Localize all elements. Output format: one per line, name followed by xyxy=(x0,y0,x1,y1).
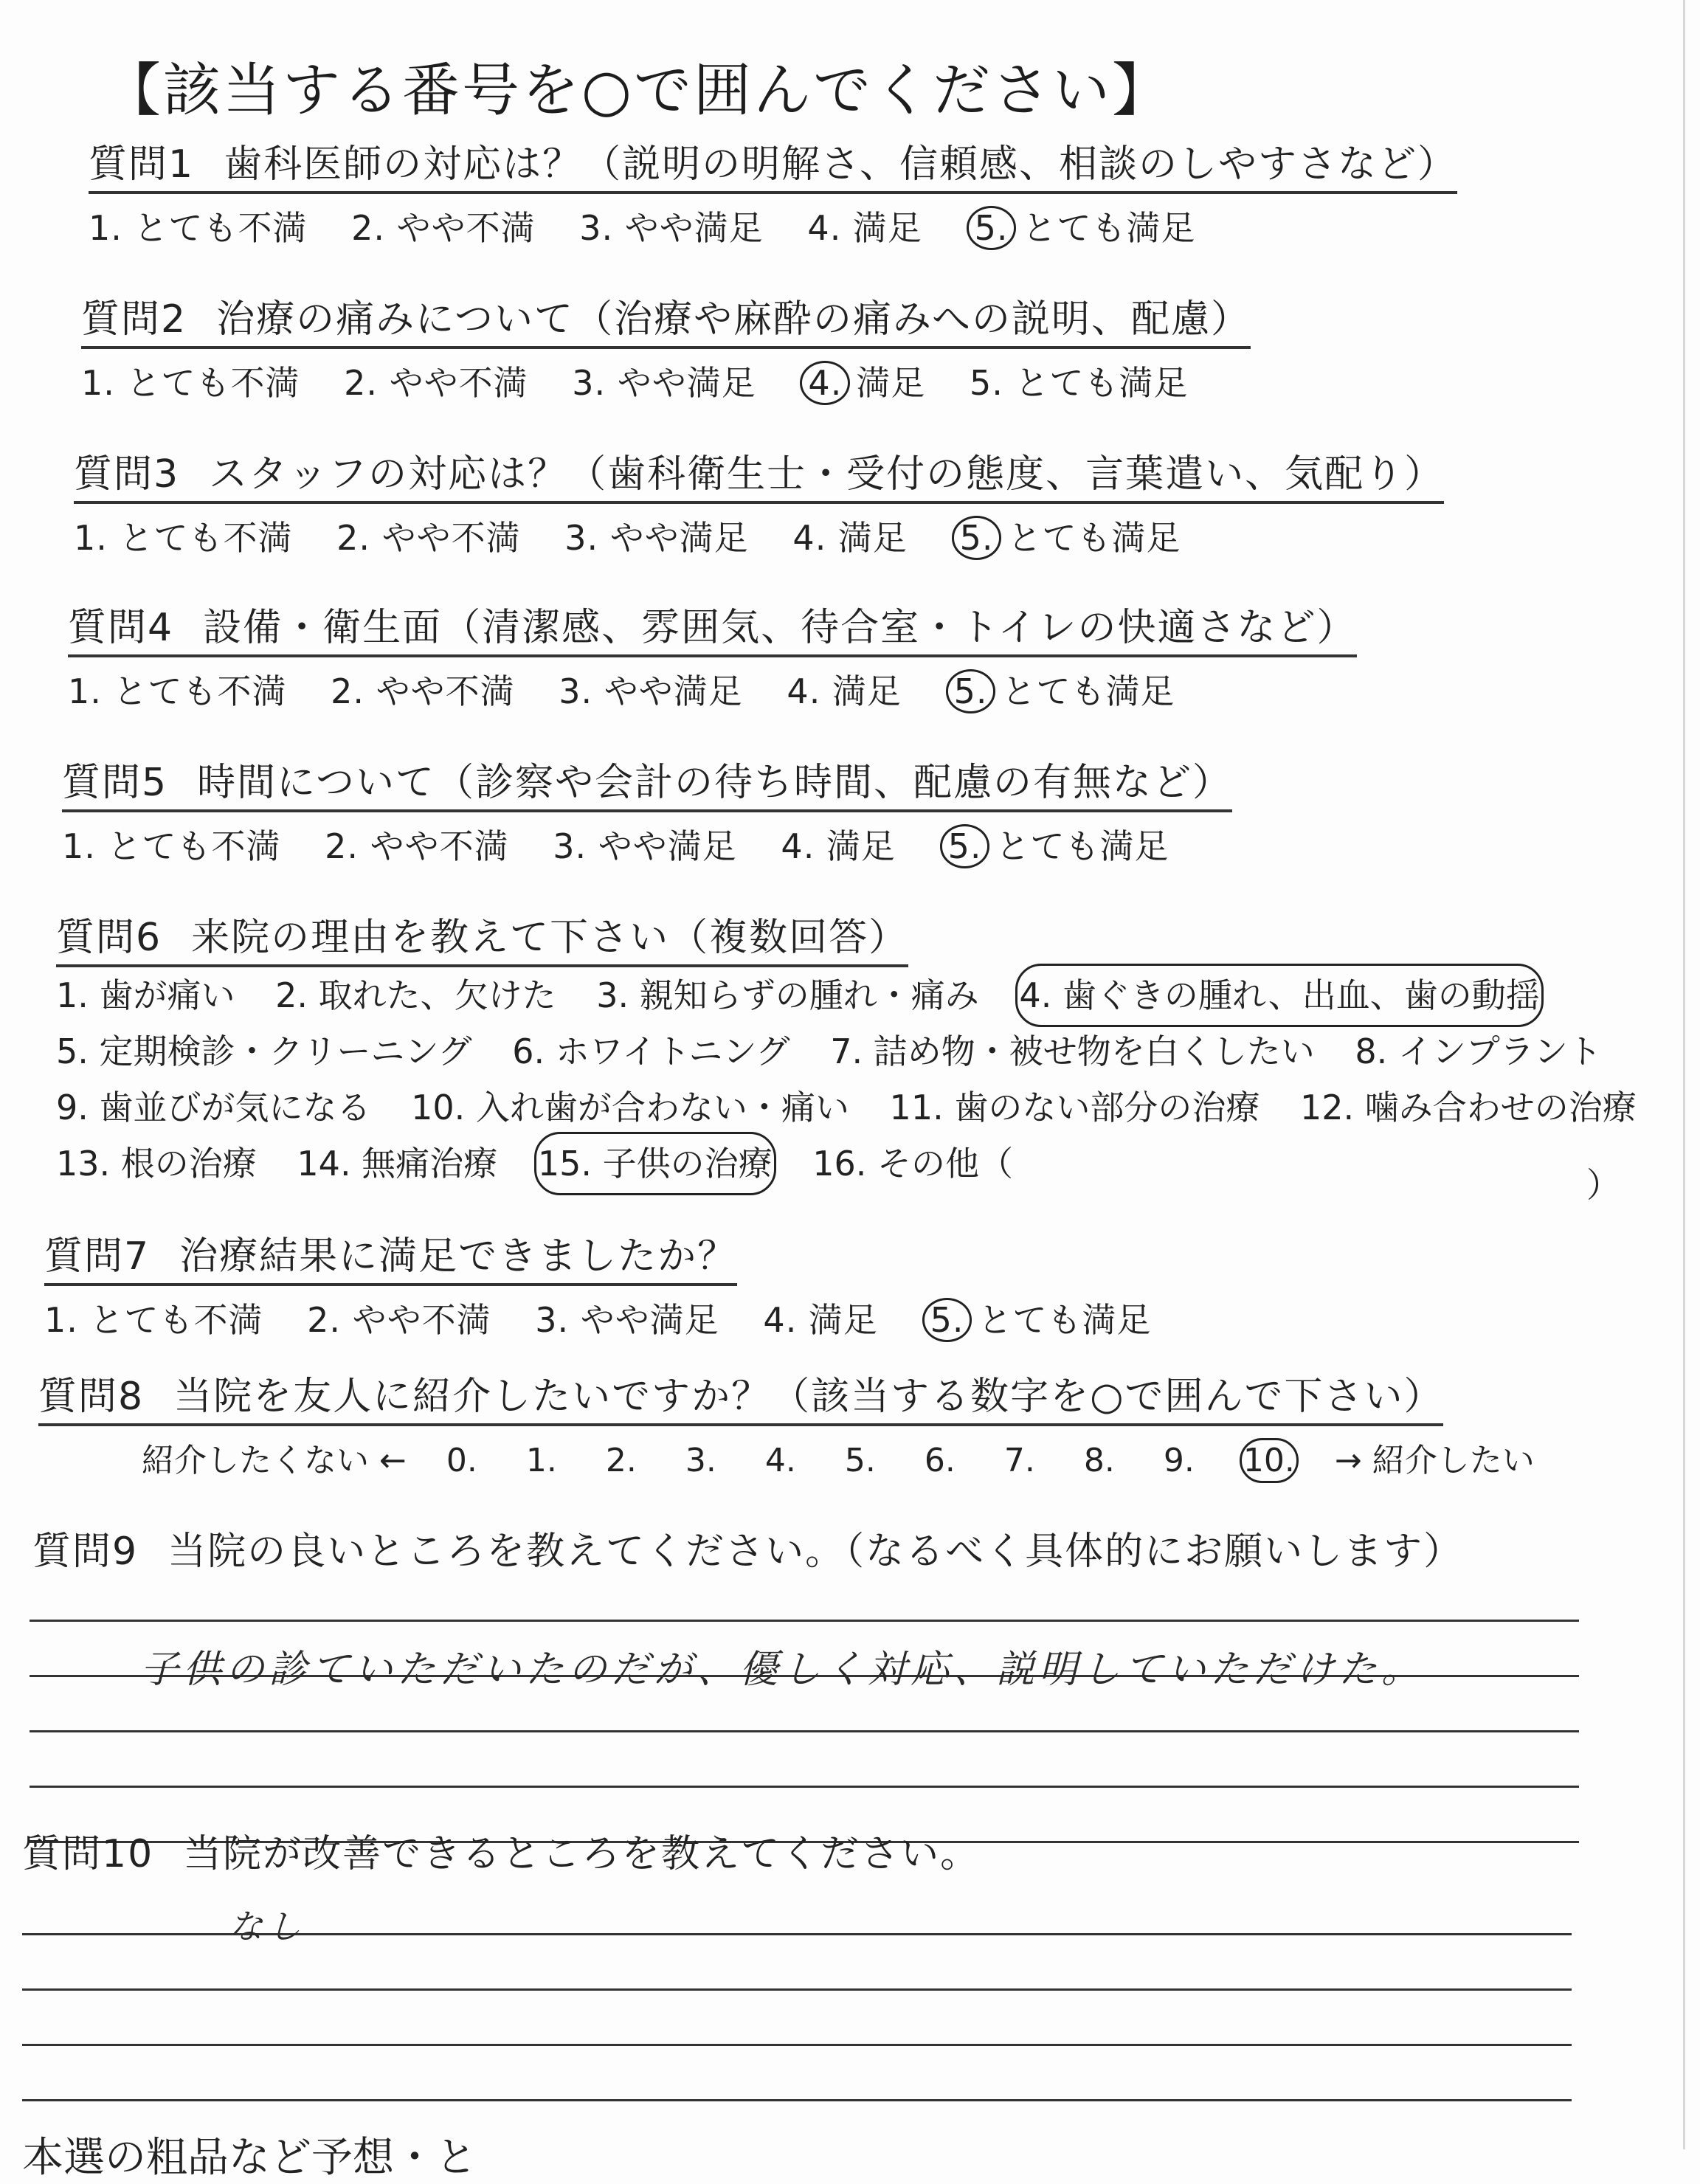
question-heading xyxy=(56,906,908,967)
option-1[interactable]: 1. とても不満 xyxy=(44,1300,263,1340)
reason-2[interactable]: 2. 取れた、欠けた xyxy=(275,975,556,1015)
option-5-selected[interactable] xyxy=(952,511,1181,560)
question-text: 時間について（診察や会計の待ち時間、配慮の有無など） xyxy=(197,761,1233,805)
option-1[interactable]: 1. とても不満 xyxy=(62,826,281,866)
answer-options xyxy=(81,356,1251,405)
reason-16[interactable]: 16. その他（ xyxy=(812,1144,1013,1183)
answer-options xyxy=(89,201,1457,250)
scale-9[interactable]: 9. xyxy=(1163,1442,1195,1479)
reason-3[interactable]: 3. 親知らずの腫れ・痛み xyxy=(596,975,979,1015)
option-3[interactable]: 3. やや満足 xyxy=(559,671,743,711)
reason-13[interactable]: 13. 根の治療 xyxy=(56,1144,257,1183)
scale-7[interactable]: 7. xyxy=(1003,1442,1035,1479)
option-2[interactable]: 2. やや不満 xyxy=(336,518,521,558)
question-text: スタッフの対応は？（歯科衛生士・受付の態度、言葉遣い、気配り） xyxy=(209,452,1445,497)
reason-6[interactable]: 6. ホワイトニング xyxy=(512,1031,790,1071)
writing-line xyxy=(22,2044,1572,2046)
circled-number: 5. xyxy=(952,516,1002,560)
reason-1[interactable]: 1. 歯が痛い xyxy=(56,975,235,1015)
scale-3[interactable]: 3. xyxy=(685,1442,716,1479)
question-heading xyxy=(68,596,1357,657)
option-label: とても満足 xyxy=(1007,518,1181,558)
question-10 xyxy=(22,1822,980,1878)
option-3[interactable]: 3. やや満足 xyxy=(535,1300,719,1340)
writing-line xyxy=(30,1786,1579,1788)
reason-row xyxy=(56,967,1666,1023)
option-3[interactable]: 3. やや満足 xyxy=(553,826,737,866)
option-2[interactable]: 2. やや不満 xyxy=(331,671,515,711)
answer-options xyxy=(74,511,1444,560)
option-4[interactable]: 4. 満足 xyxy=(781,826,896,866)
question-text: 治療の痛みについて（治療や麻酔の痛みへの説明、配慮） xyxy=(216,297,1251,342)
question-number: 質問6 xyxy=(56,916,162,960)
option-5-selected[interactable] xyxy=(940,820,1169,868)
question-4 xyxy=(68,596,1357,713)
question-text: 当院の良いところを教えてください。（なるべく具体的にお願いします） xyxy=(167,1530,1464,1574)
writing-line xyxy=(30,1620,1579,1622)
other-close-paren: ） xyxy=(1586,1165,1620,1205)
cut-off-text: 本選の粗品など予想・と xyxy=(22,2134,477,2182)
answer-options xyxy=(62,820,1232,868)
question-text: 当院を友人に紹介したいですか？（該当する数字を○で囲んで下さい） xyxy=(173,1375,1444,1419)
option-2[interactable]: 2. やや不満 xyxy=(325,826,509,866)
page-title: 【該当する番号を○で囲んでください】 xyxy=(103,58,1172,124)
answer-options xyxy=(68,665,1357,713)
question-number: 質問5 xyxy=(62,761,168,805)
question-heading xyxy=(74,443,1444,504)
question-8 xyxy=(38,1365,1535,1481)
question-text: 歯科医師の対応は？（説明の明解さ、信頼感、相談のしやすさなど） xyxy=(224,142,1458,187)
scale-10-selected[interactable]: 10. xyxy=(1243,1442,1295,1479)
question-5 xyxy=(62,751,1232,868)
question-9 xyxy=(32,1520,1463,1575)
option-4[interactable]: 4. 満足 xyxy=(792,518,908,558)
option-2[interactable]: 2. やや不満 xyxy=(307,1300,491,1340)
scale-5[interactable]: 5. xyxy=(844,1442,876,1479)
scale-6[interactable]: 6. xyxy=(924,1442,956,1479)
reason-7[interactable]: 7. 詰め物・被せ物を白くしたい xyxy=(830,1031,1315,1071)
reason-row xyxy=(56,1079,1666,1136)
circled-number: 5. xyxy=(922,1298,972,1342)
option-1[interactable]: 1. とても不満 xyxy=(74,518,293,558)
writing-line xyxy=(22,2099,1572,2101)
reason-8[interactable]: 8. インプラント xyxy=(1355,1031,1602,1071)
reason-9[interactable]: 9. 歯並びが気になる xyxy=(56,1088,371,1127)
option-5-selected[interactable] xyxy=(967,201,1196,250)
scale-right-label: → 紹介したい xyxy=(1334,1442,1535,1479)
scale-left-label: 紹介したくない ← xyxy=(142,1442,407,1479)
reason-10[interactable]: 10. 入れ歯が合わない・痛い xyxy=(411,1088,849,1127)
circled-number: 5. xyxy=(967,206,1017,250)
question-text: 治療結果に満足できましたか？ xyxy=(179,1234,738,1279)
reason-5[interactable]: 5. 定期検診・クリーニング xyxy=(56,1031,472,1071)
option-3[interactable]: 3. やや満足 xyxy=(572,363,756,403)
writing-line xyxy=(22,1988,1572,1991)
reason-14[interactable]: 14. 無痛治療 xyxy=(297,1144,498,1183)
question-heading xyxy=(32,1520,1463,1575)
question-text: 来院の理由を教えて下さい（複数回答） xyxy=(191,916,909,960)
q9-handwritten-answer[interactable]: 子供の診ていただいたのだが、優しく対応、説明していただけた。 xyxy=(140,1648,1425,1692)
question-7 xyxy=(44,1225,1184,1342)
option-label: とても満足 xyxy=(1001,671,1175,711)
scale-4[interactable]: 4. xyxy=(764,1442,796,1479)
option-4[interactable]: 4. 満足 xyxy=(807,208,922,248)
question-number: 質問8 xyxy=(38,1375,145,1419)
question-heading xyxy=(89,133,1457,194)
circled-number: 5. xyxy=(940,824,990,868)
option-1[interactable]: 1. とても不満 xyxy=(81,363,300,403)
question-heading xyxy=(44,1225,737,1286)
question-number: 質問1 xyxy=(89,142,195,187)
question-number: 質問3 xyxy=(74,452,180,497)
paper-edge xyxy=(1683,0,1685,2149)
scale-1[interactable]: 1. xyxy=(525,1442,557,1479)
option-4[interactable]: 4. 満足 xyxy=(787,671,902,711)
option-5[interactable]: 5. とても満足 xyxy=(969,363,1189,403)
question-heading xyxy=(38,1365,1443,1426)
recommend-scale xyxy=(142,1434,1535,1481)
question-6 xyxy=(56,906,1666,1192)
option-label: とても満足 xyxy=(995,826,1169,866)
option-label: とても満足 xyxy=(1022,208,1196,248)
option-2[interactable]: 2. やや不満 xyxy=(351,208,536,248)
question-1 xyxy=(89,133,1457,250)
circled-number: 4. xyxy=(800,361,850,405)
reason-options xyxy=(56,967,1666,1192)
circled-number: 5. xyxy=(946,669,996,713)
question-number: 質問2 xyxy=(81,297,187,342)
scale-0[interactable]: 0. xyxy=(446,1442,477,1479)
reason-12[interactable]: 12. 噛み合わせの治療 xyxy=(1299,1088,1637,1127)
option-3[interactable]: 3. やや満足 xyxy=(579,208,764,248)
option-label: とても満足 xyxy=(978,1300,1152,1340)
question-number: 質問4 xyxy=(68,606,174,650)
option-1[interactable]: 1. とても不満 xyxy=(89,208,308,248)
scale-2[interactable]: 2. xyxy=(605,1442,637,1479)
question-text: 当院が改善できるところを教えてください。 xyxy=(183,1832,981,1876)
question-2 xyxy=(81,288,1251,405)
q10-handwritten-answer[interactable]: なし xyxy=(229,1907,305,1946)
question-heading xyxy=(81,288,1251,349)
option-4-selected[interactable] xyxy=(800,356,925,405)
answer-options xyxy=(44,1293,1184,1342)
question-text: 設備・衛生面（清潔感、雰囲気、待合室・トイレの快適さなど） xyxy=(203,606,1357,650)
question-heading xyxy=(62,751,1232,812)
option-label: 満足 xyxy=(856,363,926,403)
question-3 xyxy=(74,443,1444,560)
reason-11[interactable]: 11. 歯のない部分の治療 xyxy=(889,1088,1260,1127)
reason-row xyxy=(56,1136,1666,1192)
question-number: 質問7 xyxy=(44,1234,151,1279)
scale-8[interactable]: 8. xyxy=(1083,1442,1115,1479)
option-5-selected[interactable] xyxy=(946,665,1175,713)
reason-15-selected[interactable]: 15. 子供の治療 xyxy=(538,1136,773,1192)
option-5-selected[interactable] xyxy=(922,1293,1152,1342)
option-4[interactable]: 4. 満足 xyxy=(763,1300,878,1340)
reason-4-selected[interactable]: 4. 歯ぐきの腫れ、出血、歯の動揺 xyxy=(1019,967,1539,1023)
reason-row xyxy=(56,1023,1666,1079)
option-1[interactable]: 1. とても不満 xyxy=(68,671,287,711)
question-number: 質問10 xyxy=(22,1832,154,1876)
option-2[interactable]: 2. やや不満 xyxy=(344,363,528,403)
question-number: 質問9 xyxy=(32,1530,139,1574)
writing-line xyxy=(30,1730,1579,1732)
question-heading xyxy=(22,1822,980,1878)
option-3[interactable]: 3. やや満足 xyxy=(564,518,749,558)
